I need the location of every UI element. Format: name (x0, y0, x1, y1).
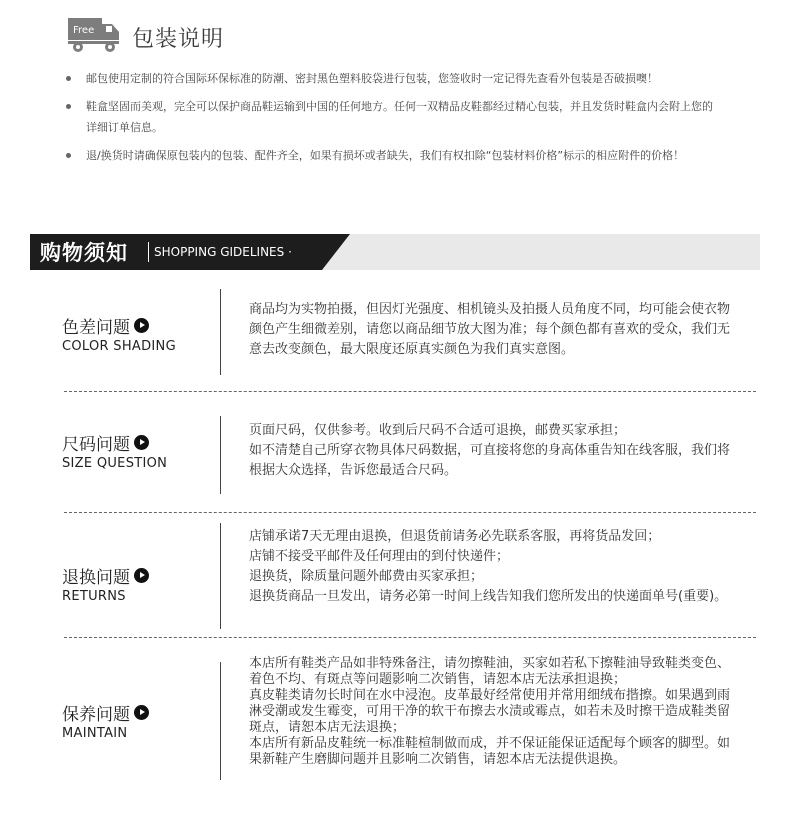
section-text: 店铺承诺7天无理由退换，但退货前请务必先联系客服，再将货品发回； (249, 529, 661, 544)
list-item: 退/换货时请确保原包装内的包装、配件齐全，如果有损坏或者缺失，我们有权扣除“包装材料价格”标示的相应附件的价格！ (62, 145, 722, 166)
section-text: 退换货，除质量问题外邮费由买家承担； (249, 569, 484, 584)
divider (64, 512, 756, 513)
shopping-title: 购物须知 (40, 241, 128, 265)
section-size-question (62, 423, 752, 500)
section-subtitle: SIZE QUESTION (62, 456, 168, 471)
section-returns (62, 529, 752, 643)
play-icon (134, 318, 149, 333)
packaging-bullets (62, 68, 722, 173)
section-subtitle: RETURNS (62, 589, 126, 604)
section-text: 真皮鞋类请勿长时间在水中浸泡。皮革最好经常使用并常用细绒布揩擦。如果遇到雨淋受潮或发生霉变，可用干净的软干布擦去水渍或霉点，如若未及时擦干造成鞋类留斑点，请恕本店无法退换； (249, 688, 731, 735)
section-text: 退换货商品一旦发出，请务必第一时间上线告知我们您所发出的快递面单号(重要)。 (249, 589, 728, 604)
section-subtitle: COLOR SHADING (62, 339, 176, 354)
shopping-subtitle: SHOPPING GIDELINES · (154, 245, 292, 259)
delivery-truck-icon (66, 14, 122, 54)
section-title: 保养问题 (62, 705, 130, 725)
play-icon (134, 705, 149, 720)
section-color-shading (62, 303, 752, 375)
play-icon (134, 435, 149, 450)
section-text: 商品均为实物拍摄，但因灯光强度、相机镜头及拍摄人员角度不同，均可能会使衣物颜色产生细微差别，请您以商品细节放大图为准；每个颜色都有喜欢的受众，我们无意去改变颜色，最大限度还原真实颜色为我们真实意图。 (249, 302, 731, 357)
divider (148, 242, 149, 262)
section-text: 本店所有鞋类产品如非特殊备注，请勿擦鞋油，买家如若私下擦鞋油导致鞋类变色、着色不均、有斑点等问题影响二次销售，请恕本店无法承担退换； (249, 656, 731, 687)
section-title: 尺码问题 (62, 435, 130, 455)
section-text: 本店所有新品皮鞋统一标准鞋楦制做而成，并不保证能保证适配每个顾客的脚型。如果新鞋产生磨脚问题并且影响二次销售，请恕本店无法提供退换。 (249, 736, 731, 767)
section-text: 如不清楚自己所穿衣物具体尺码数据，可直接将您的身高体重告知在线客服，我们将根据大众选择，告诉您最适合尺码。 (249, 443, 731, 478)
shopping-guidelines-banner (30, 234, 760, 270)
divider (220, 662, 221, 780)
divider (220, 523, 221, 629)
packaging-header (66, 14, 326, 54)
list-item: 鞋盒坚固而美观，完全可以保护商品鞋运输到中国的任何地方。任何一双精品皮鞋都经过精心包装，并且发货时鞋盒内会附上您的详细订单信息。 (62, 96, 722, 138)
play-icon (134, 568, 149, 583)
section-title: 退换问题 (62, 568, 130, 588)
section-title: 色差问题 (62, 318, 130, 338)
list-item: 邮包使用定制的符合国际环保标准的防潮、密封黑色塑料胶袋进行包装，您签收时一定记得先查看外包装是否破损噢！ (62, 68, 722, 89)
section-subtitle: MAINTAIN (62, 726, 128, 741)
packaging-title: 包装说明 (132, 27, 225, 52)
divider (220, 416, 221, 494)
section-maintain (62, 656, 752, 780)
truck-label: Free (73, 25, 95, 36)
divider (64, 637, 756, 638)
divider (64, 391, 756, 392)
section-text: 店铺不接受平邮件及任何理由的到付快递件； (249, 549, 510, 564)
section-text: 页面尺码，仅供参考。收到后尺码不合适可退换，邮费买家承担； (249, 423, 627, 438)
divider (220, 289, 221, 375)
